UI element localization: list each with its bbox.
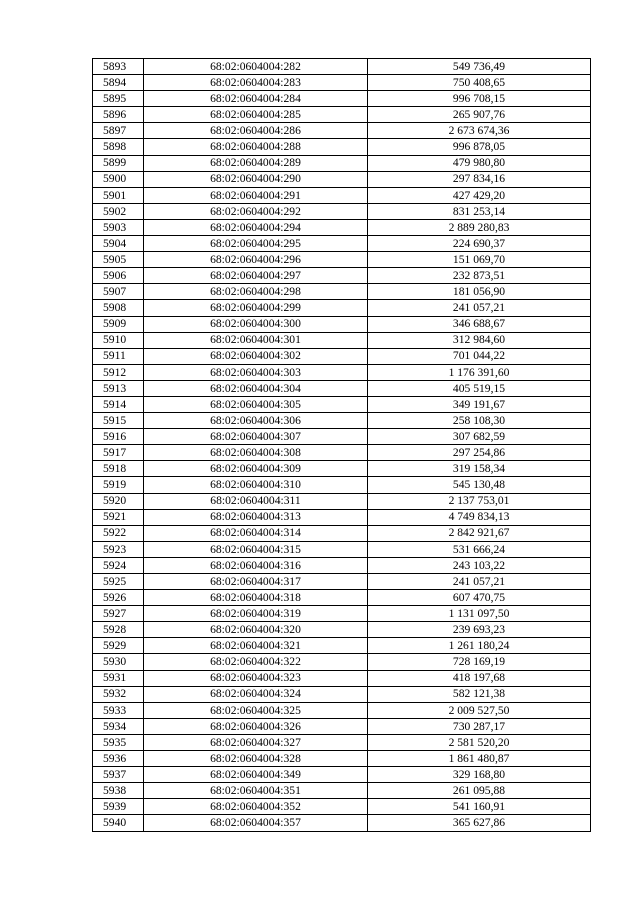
cadastral-number-cell: 68:02:0604004:320 <box>144 622 368 638</box>
row-number-cell: 5910 <box>93 332 144 348</box>
table-row <box>93 461 591 477</box>
table-row <box>93 799 591 815</box>
table-row <box>93 429 591 445</box>
row-number-cell: 5931 <box>93 670 144 686</box>
row-number-cell: 5919 <box>93 477 144 493</box>
cadastral-number-cell: 68:02:0604004:315 <box>144 541 368 557</box>
cadastral-value-cell: 2 673 674,36 <box>368 123 591 139</box>
cadastral-number-cell: 68:02:0604004:298 <box>144 284 368 300</box>
cadastral-value-cell: 312 984,60 <box>368 332 591 348</box>
cadastral-number-cell: 68:02:0604004:321 <box>144 638 368 654</box>
cadastral-value-cell: 181 056,90 <box>368 284 591 300</box>
cadastral-number-cell: 68:02:0604004:326 <box>144 718 368 734</box>
row-number-cell: 5906 <box>93 268 144 284</box>
row-number-cell: 5926 <box>93 590 144 606</box>
row-number-cell: 5921 <box>93 509 144 525</box>
table-row <box>93 493 591 509</box>
cadastral-value-cell: 346 688,67 <box>368 316 591 332</box>
cadastral-number-cell: 68:02:0604004:303 <box>144 364 368 380</box>
cadastral-value-cell: 1 861 480,87 <box>368 751 591 767</box>
table-row <box>93 525 591 541</box>
cadastral-value-cell: 582 121,38 <box>368 686 591 702</box>
cadastral-value-cell: 239 693,23 <box>368 622 591 638</box>
row-number-cell: 5928 <box>93 622 144 638</box>
row-number-cell: 5897 <box>93 123 144 139</box>
cadastral-value-cell: 2 889 280,83 <box>368 219 591 235</box>
cadastral-value-cell: 261 095,88 <box>368 783 591 799</box>
cadastral-number-cell: 68:02:0604004:300 <box>144 316 368 332</box>
cadastral-value-cell: 541 160,91 <box>368 799 591 815</box>
cadastral-number-cell: 68:02:0604004:283 <box>144 75 368 91</box>
cadastral-number-cell: 68:02:0604004:296 <box>144 252 368 268</box>
cadastral-number-cell: 68:02:0604004:311 <box>144 493 368 509</box>
table-row <box>93 396 591 412</box>
cadastral-number-cell: 68:02:0604004:328 <box>144 751 368 767</box>
row-number-cell: 5920 <box>93 493 144 509</box>
cadastral-number-cell: 68:02:0604004:289 <box>144 155 368 171</box>
cadastral-number-cell: 68:02:0604004:351 <box>144 783 368 799</box>
cadastral-number-cell: 68:02:0604004:284 <box>144 91 368 107</box>
cadastral-value-cell: 241 057,21 <box>368 574 591 590</box>
table-row <box>93 59 591 75</box>
row-number-cell: 5902 <box>93 203 144 219</box>
cadastral-value-cell: 750 408,65 <box>368 75 591 91</box>
cadastral-value-cell: 224 690,37 <box>368 236 591 252</box>
row-number-cell: 5916 <box>93 429 144 445</box>
table-row <box>93 574 591 590</box>
cadastral-number-cell: 68:02:0604004:309 <box>144 461 368 477</box>
cadastral-number-cell: 68:02:0604004:314 <box>144 525 368 541</box>
table-row <box>93 139 591 155</box>
cadastral-value-cell: 531 666,24 <box>368 541 591 557</box>
row-number-cell: 5924 <box>93 557 144 573</box>
table-row <box>93 445 591 461</box>
cadastral-number-cell: 68:02:0604004:282 <box>144 59 368 75</box>
table-row <box>93 268 591 284</box>
row-number-cell: 5904 <box>93 236 144 252</box>
row-number-cell: 5922 <box>93 525 144 541</box>
row-number-cell: 5894 <box>93 75 144 91</box>
table-row <box>93 300 591 316</box>
table-row <box>93 187 591 203</box>
cadastral-number-cell: 68:02:0604004:306 <box>144 413 368 429</box>
cadastral-value-cell: 1 131 097,50 <box>368 606 591 622</box>
cadastral-value-cell: 701 044,22 <box>368 348 591 364</box>
table-row <box>93 509 591 525</box>
table-body <box>93 59 591 832</box>
row-number-cell: 5918 <box>93 461 144 477</box>
cadastral-value-cell: 996 708,15 <box>368 91 591 107</box>
cadastral-number-cell: 68:02:0604004:308 <box>144 445 368 461</box>
cadastral-value-cell: 479 980,80 <box>368 155 591 171</box>
table-row <box>93 638 591 654</box>
row-number-cell: 5914 <box>93 396 144 412</box>
cadastral-value-cell: 418 197,68 <box>368 670 591 686</box>
row-number-cell: 5895 <box>93 91 144 107</box>
cadastral-value-table <box>92 58 591 832</box>
cadastral-number-cell: 68:02:0604004:357 <box>144 815 368 831</box>
table-row <box>93 606 591 622</box>
table-row <box>93 557 591 573</box>
row-number-cell: 5900 <box>93 171 144 187</box>
cadastral-value-cell: 151 069,70 <box>368 252 591 268</box>
cadastral-value-cell: 297 254,86 <box>368 445 591 461</box>
cadastral-value-cell: 607 470,75 <box>368 590 591 606</box>
cadastral-number-cell: 68:02:0604004:318 <box>144 590 368 606</box>
cadastral-number-cell: 68:02:0604004:286 <box>144 123 368 139</box>
table-row <box>93 670 591 686</box>
cadastral-number-cell: 68:02:0604004:325 <box>144 702 368 718</box>
table-row <box>93 622 591 638</box>
row-number-cell: 5927 <box>93 606 144 622</box>
table-row <box>93 364 591 380</box>
table-row <box>93 686 591 702</box>
cadastral-number-cell: 68:02:0604004:307 <box>144 429 368 445</box>
cadastral-number-cell: 68:02:0604004:327 <box>144 734 368 750</box>
cadastral-number-cell: 68:02:0604004:352 <box>144 799 368 815</box>
row-number-cell: 5938 <box>93 783 144 799</box>
table-row <box>93 380 591 396</box>
row-number-cell: 5933 <box>93 702 144 718</box>
table-row <box>93 477 591 493</box>
cadastral-value-cell: 232 873,51 <box>368 268 591 284</box>
row-number-cell: 5898 <box>93 139 144 155</box>
cadastral-number-cell: 68:02:0604004:310 <box>144 477 368 493</box>
row-number-cell: 5940 <box>93 815 144 831</box>
cadastral-value-cell: 1 176 391,60 <box>368 364 591 380</box>
cadastral-number-cell: 68:02:0604004:323 <box>144 670 368 686</box>
row-number-cell: 5917 <box>93 445 144 461</box>
cadastral-value-cell: 349 191,67 <box>368 396 591 412</box>
row-number-cell: 5925 <box>93 574 144 590</box>
table-row <box>93 734 591 750</box>
table-row <box>93 155 591 171</box>
table-row <box>93 219 591 235</box>
cadastral-value-cell: 4 749 834,13 <box>368 509 591 525</box>
cadastral-number-cell: 68:02:0604004:324 <box>144 686 368 702</box>
cadastral-number-cell: 68:02:0604004:285 <box>144 107 368 123</box>
cadastral-number-cell: 68:02:0604004:297 <box>144 268 368 284</box>
table-row <box>93 751 591 767</box>
row-number-cell: 5908 <box>93 300 144 316</box>
cadastral-number-cell: 68:02:0604004:288 <box>144 139 368 155</box>
cadastral-value-cell: 319 158,34 <box>368 461 591 477</box>
cadastral-number-cell: 68:02:0604004:302 <box>144 348 368 364</box>
table-row <box>93 284 591 300</box>
cadastral-value-cell: 730 287,17 <box>368 718 591 734</box>
row-number-cell: 5907 <box>93 284 144 300</box>
table-row <box>93 91 591 107</box>
table-row <box>93 236 591 252</box>
cadastral-number-cell: 68:02:0604004:319 <box>144 606 368 622</box>
row-number-cell: 5934 <box>93 718 144 734</box>
table-row <box>93 541 591 557</box>
row-number-cell: 5909 <box>93 316 144 332</box>
table-row <box>93 348 591 364</box>
cadastral-value-cell: 728 169,19 <box>368 654 591 670</box>
row-number-cell: 5911 <box>93 348 144 364</box>
cadastral-value-cell: 329 168,80 <box>368 767 591 783</box>
cadastral-value-cell: 2 581 520,20 <box>368 734 591 750</box>
cadastral-number-cell: 68:02:0604004:313 <box>144 509 368 525</box>
cadastral-value-cell: 2 009 527,50 <box>368 702 591 718</box>
table-row <box>93 75 591 91</box>
cadastral-value-cell: 1 261 180,24 <box>368 638 591 654</box>
table-row <box>93 590 591 606</box>
cadastral-value-cell: 545 130,48 <box>368 477 591 493</box>
table-row <box>93 332 591 348</box>
cadastral-number-cell: 68:02:0604004:322 <box>144 654 368 670</box>
table-row <box>93 654 591 670</box>
cadastral-value-cell: 258 108,30 <box>368 413 591 429</box>
cadastral-number-cell: 68:02:0604004:304 <box>144 380 368 396</box>
row-number-cell: 5913 <box>93 380 144 396</box>
cadastral-value-cell: 405 519,15 <box>368 380 591 396</box>
table-row <box>93 702 591 718</box>
row-number-cell: 5905 <box>93 252 144 268</box>
table-row <box>93 171 591 187</box>
cadastral-number-cell: 68:02:0604004:305 <box>144 396 368 412</box>
row-number-cell: 5893 <box>93 59 144 75</box>
cadastral-value-cell: 297 834,16 <box>368 171 591 187</box>
table-row <box>93 718 591 734</box>
cadastral-number-cell: 68:02:0604004:301 <box>144 332 368 348</box>
cadastral-value-cell: 265 907,76 <box>368 107 591 123</box>
cadastral-number-cell: 68:02:0604004:292 <box>144 203 368 219</box>
cadastral-value-cell: 2 137 753,01 <box>368 493 591 509</box>
row-number-cell: 5930 <box>93 654 144 670</box>
cadastral-number-cell: 68:02:0604004:299 <box>144 300 368 316</box>
row-number-cell: 5939 <box>93 799 144 815</box>
row-number-cell: 5915 <box>93 413 144 429</box>
table-row <box>93 123 591 139</box>
cadastral-number-cell: 68:02:0604004:291 <box>144 187 368 203</box>
table-row <box>93 783 591 799</box>
row-number-cell: 5912 <box>93 364 144 380</box>
cadastral-value-cell: 996 878,05 <box>368 139 591 155</box>
row-number-cell: 5937 <box>93 767 144 783</box>
row-number-cell: 5901 <box>93 187 144 203</box>
row-number-cell: 5923 <box>93 541 144 557</box>
row-number-cell: 5936 <box>93 751 144 767</box>
cadastral-number-cell: 68:02:0604004:316 <box>144 557 368 573</box>
table-row <box>93 413 591 429</box>
cadastral-number-cell: 68:02:0604004:294 <box>144 219 368 235</box>
cadastral-value-cell: 243 103,22 <box>368 557 591 573</box>
cadastral-value-cell: 2 842 921,67 <box>368 525 591 541</box>
table-row <box>93 767 591 783</box>
cadastral-number-cell: 68:02:0604004:349 <box>144 767 368 783</box>
cadastral-value-cell: 365 627,86 <box>368 815 591 831</box>
row-number-cell: 5935 <box>93 734 144 750</box>
table-row <box>93 203 591 219</box>
row-number-cell: 5903 <box>93 219 144 235</box>
cadastral-value-cell: 307 682,59 <box>368 429 591 445</box>
cadastral-value-cell: 549 736,49 <box>368 59 591 75</box>
cadastral-number-cell: 68:02:0604004:317 <box>144 574 368 590</box>
table-row <box>93 815 591 831</box>
row-number-cell: 5899 <box>93 155 144 171</box>
cadastral-value-cell: 427 429,20 <box>368 187 591 203</box>
cadastral-value-cell: 831 253,14 <box>368 203 591 219</box>
cadastral-value-cell: 241 057,21 <box>368 300 591 316</box>
row-number-cell: 5932 <box>93 686 144 702</box>
table-row <box>93 107 591 123</box>
row-number-cell: 5929 <box>93 638 144 654</box>
row-number-cell: 5896 <box>93 107 144 123</box>
cadastral-number-cell: 68:02:0604004:290 <box>144 171 368 187</box>
table-row <box>93 252 591 268</box>
cadastral-number-cell: 68:02:0604004:295 <box>144 236 368 252</box>
table-row <box>93 316 591 332</box>
